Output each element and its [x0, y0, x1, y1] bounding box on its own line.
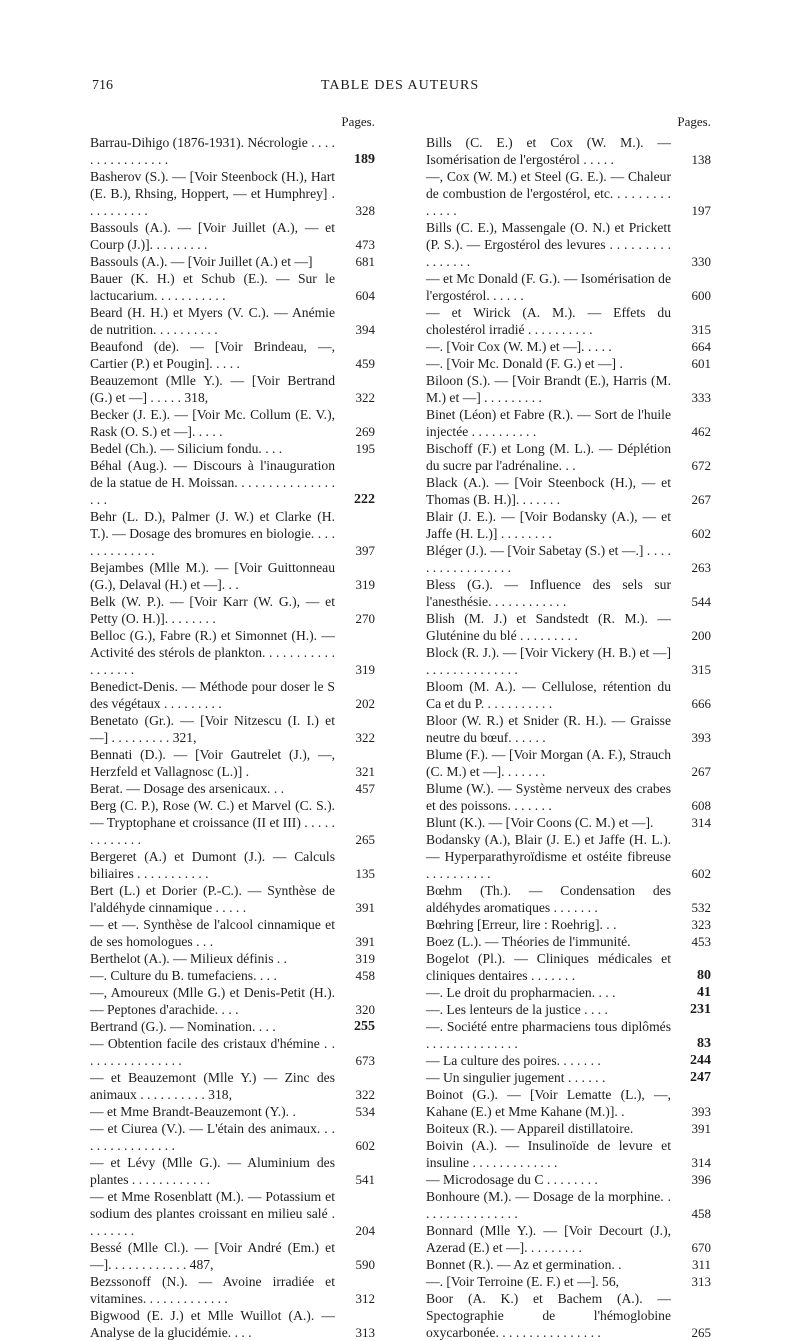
entry-text: — et Wirick (A. M.). — Effets du cholestérol irradié . . . . . . . . . .	[426, 305, 671, 337]
entry-text: Behr (L. D.), Palmer (J. W.) et Clarke (H. T.). — Dosage des bromures en biologie. . . . . . . . . . . . . .	[90, 509, 335, 558]
entry-text: — et Lévy (Mlle G.). — Aluminium des plantes . . . . . . . . . . . .	[90, 1155, 335, 1187]
index-entry	[426, 984, 711, 1001]
entry-page-reference: 391	[355, 900, 375, 915]
index-entry	[426, 576, 711, 610]
index-entry	[426, 712, 711, 746]
entry-page-reference: 544	[691, 594, 711, 609]
entry-text: Bless (G.). — Influence des sels sur l'anesthésie. . . . . . . . . . . .	[426, 577, 671, 609]
entry-page-reference: 473	[355, 237, 375, 252]
index-entry	[90, 168, 375, 219]
entry-text: Bœhm (Th.). — Condensation des aldéhydes aromatiques . . . . . . .	[426, 883, 671, 915]
index-entry	[90, 508, 375, 559]
entry-page-reference: 604	[355, 288, 375, 303]
entry-page-reference: 600	[691, 288, 711, 303]
entry-page-reference: 322	[355, 1087, 375, 1102]
entry-text: Beard (H. H.) et Myers (V. C.). — Anémie de nutrition. . . . . . . . . .	[90, 305, 335, 337]
index-entry	[90, 1018, 375, 1035]
entry-page-reference: 322	[355, 390, 375, 405]
entry-text: Belloc (G.), Fabre (R.) et Simonnet (H.). — Activité des stérols de plankton. . . . . . . . . . . . . . . . . .	[90, 628, 335, 677]
entry-page-reference: 330	[691, 254, 711, 269]
entry-text: Blair (J. E.). — [Voir Bodansky (A.), — et Jaffe (H. L.)] . . . . . . . .	[426, 509, 671, 541]
entry-page-reference: 315	[691, 322, 711, 337]
index-entry	[426, 355, 711, 372]
index-entry	[90, 219, 375, 253]
index-entry	[426, 1222, 711, 1256]
index-entry	[426, 1069, 711, 1086]
entry-page-reference: 244	[690, 1053, 711, 1068]
entry-text: Benedict-Denis. — Méthode pour doser le S des végétaux . . . . . . . . .	[90, 679, 335, 711]
entry-text: —. [Voir Mc. Donald (F. G.) et —] .	[426, 356, 623, 371]
index-entry	[426, 933, 711, 950]
left-entry-list	[90, 134, 375, 1341]
entry-text: Belk (W. P.). — [Voir Karr (W. G.), — et Petty (O. H.)]. . . . . . . .	[90, 594, 335, 626]
entry-page-reference: 267	[691, 764, 711, 779]
entry-page-reference: 393	[691, 730, 711, 745]
index-entry	[426, 814, 711, 831]
entry-text: Black (A.). — [Voir Steenbock (H.), — et Thomas (B. H.)]. . . . . . .	[426, 475, 671, 507]
index-entry	[90, 1120, 375, 1154]
index-entry	[90, 1307, 375, 1341]
index-entry	[426, 134, 711, 168]
entry-page-reference: 314	[691, 815, 711, 830]
entry-text: Bischoff (F.) et Long (M. L.). — Déplétion du sucre par l'adrénaline. . .	[426, 441, 671, 473]
pages-heading-label: Pages.	[341, 114, 375, 129]
entry-text: Béhal (Aug.). — Discours à l'inauguration de la statue de H. Moissan. . . . . . . . . . . . . . . . . .	[90, 458, 335, 507]
entry-text: Boez (L.). — Théories de l'immunité.	[426, 934, 631, 949]
pages-heading-label: Pages.	[677, 114, 711, 129]
entry-page-reference: 312	[355, 1291, 375, 1306]
entry-page-reference: 255	[354, 1019, 375, 1034]
entry-page-reference: 459	[355, 356, 375, 371]
entry-text: Berthelot (A.). — Milieux définis . .	[90, 951, 288, 966]
index-entry	[426, 1290, 711, 1341]
entry-text: Berg (C. P.), Rose (W. C.) et Marvel (C. S.). — Tryptophane et croissance (II et III) . . . . . . . . . . . . .	[90, 798, 335, 847]
entry-text: — et Mme Rosenblatt (M.). — Potassium et sodium des plantes croissant en milieu salé . . . . . . . .	[90, 1189, 335, 1238]
entry-text: Bonnet (R.). — Az et germination. .	[426, 1257, 622, 1272]
entry-page-reference: 314	[691, 1155, 711, 1170]
entry-page-reference: 328	[355, 203, 375, 218]
index-entry	[90, 746, 375, 780]
index-entry	[90, 593, 375, 627]
entry-page-reference: 602	[355, 1138, 375, 1153]
entry-text: Blunt (K.). — [Voir Coons (C. M.) et —].	[426, 815, 654, 830]
index-entry	[426, 950, 711, 984]
entry-text: —. [Voir Cox (W. M.) et —]. . . . .	[426, 339, 612, 354]
entry-text: Bills (C. E.), Massengale (O. N.) et Prickett (P. S.). — Ergostérol des levures . . . . . . . . . . . . . . . .	[426, 220, 671, 269]
entry-text: —, Cox (W. M.) et Steel (G. E.). — Chaleur de combustion de l'ergostérol, etc. . . . . . . . . . . . . .	[426, 169, 671, 218]
entry-page-reference: 231	[690, 1002, 711, 1017]
entry-page-reference: 41	[697, 985, 711, 1000]
entry-text: Bills (C. E.) et Cox (W. M.). — Isomérisation de l'ergostérol . . . . .	[426, 135, 671, 167]
index-entry	[90, 253, 375, 270]
index-entry	[426, 542, 711, 576]
entry-page-reference: 608	[691, 798, 711, 813]
index-entry	[426, 1120, 711, 1137]
entry-text: Barrau-Dihigo (1876-1931). Nécrologie . . . . . . . . . . . . . . . .	[90, 135, 335, 167]
entry-page-reference: 267	[691, 492, 711, 507]
index-entry	[90, 304, 375, 338]
entry-text: Bassouls (A.). — [Voir Juillet (A.) et —]	[90, 254, 313, 269]
entry-page-reference: 673	[355, 1053, 375, 1068]
index-entry	[426, 1086, 711, 1120]
index-entry	[426, 270, 711, 304]
index-entry	[90, 406, 375, 440]
entry-text: Bedel (Ch.). — Silicium fondu. . . .	[90, 441, 283, 456]
entry-page-reference: 313	[355, 1325, 375, 1340]
index-entry	[426, 1273, 711, 1290]
entry-page-reference: 195	[355, 441, 375, 456]
entry-text: Becker (J. E.). — [Voir Mc. Collum (E. V.), Rask (O. S.) et —]. . . . .	[90, 407, 335, 439]
entry-page-reference: 453	[691, 934, 711, 949]
index-entry	[90, 967, 375, 984]
index-entry	[426, 338, 711, 355]
entry-page-reference: 313	[691, 1274, 711, 1289]
entry-text: —. [Voir Terroine (E. F.) et —]. 56,	[426, 1274, 620, 1289]
entry-text: —, Amoureux (Mlle G.) et Denis-Petit (H.). — Peptones d'arachide. . . .	[90, 985, 335, 1017]
index-entry	[90, 984, 375, 1018]
entry-page-reference: 462	[691, 424, 711, 439]
entry-page-reference: 541	[355, 1172, 375, 1187]
index-entry	[90, 1103, 375, 1120]
entry-page-reference: 138	[691, 152, 711, 167]
entry-text: Basherov (S.). — [Voir Steenbock (H.), Hart (E. B.), Rhsing, Hoppert, — et Humphrey] . . . . . . . . . .	[90, 169, 335, 218]
entry-text: — Un singulier jugement . . . . . .	[426, 1070, 606, 1085]
entry-page-reference: 80	[697, 968, 711, 983]
entry-page-reference: 319	[355, 662, 375, 677]
entry-text: Bergeret (A.) et Dumont (J.). — Calculs biliaires . . . . . . . . . . .	[90, 849, 335, 881]
index-entry	[426, 610, 711, 644]
entry-page-reference: 204	[355, 1223, 375, 1238]
entry-page-reference: 83	[697, 1036, 711, 1051]
entry-text: — et Mme Brandt-Beauzemont (Y.). .	[90, 1104, 296, 1119]
entry-text: — Microdosage du C . . . . . . . .	[426, 1172, 598, 1187]
entry-page-reference: 602	[691, 866, 711, 881]
entry-page-reference: 265	[691, 1325, 711, 1340]
index-entry	[90, 1035, 375, 1069]
entry-text: —. Société entre pharmaciens tous diplômés . . . . . . . . . . . . . .	[426, 1019, 671, 1051]
index-entry	[426, 474, 711, 508]
left-column	[90, 114, 375, 1341]
entry-text: Bertrand (G.). — Nomination. . . .	[90, 1019, 276, 1034]
index-entry	[426, 304, 711, 338]
index-entry	[90, 1239, 375, 1273]
entry-text: Bloor (W. R.) et Snider (R. H.). — Graisse neutre du bœuf. . . . . .	[426, 713, 671, 745]
index-entry	[90, 797, 375, 848]
entry-text: Bauer (K. H.) et Schub (E.). — Sur le lactucarium. . . . . . . . . . .	[90, 271, 335, 303]
entry-page-reference: 397	[355, 543, 375, 558]
index-entry	[90, 950, 375, 967]
entry-text: Bœhring [Erreur, lire : Roehrig]. . .	[426, 917, 617, 932]
index-entry	[426, 440, 711, 474]
entry-page-reference: 202	[355, 696, 375, 711]
pages-heading-left	[90, 114, 375, 130]
index-entry	[90, 882, 375, 916]
entry-text: Bennati (D.). — [Voir Gautrelet (J.), —, Herzfeld et Vallagnosc (L.)] .	[90, 747, 335, 779]
entry-page-reference: 197	[691, 203, 711, 218]
index-entry	[90, 270, 375, 304]
entry-text: Boinot (G.). — [Voir Lematte (L.), —, Kahane (E.) et Mme Kahane (M.)]. .	[426, 1087, 671, 1119]
entry-page-reference: 135	[355, 866, 375, 881]
index-entry	[426, 1256, 711, 1273]
entry-page-reference: 458	[691, 1206, 711, 1221]
index-entry	[426, 1137, 711, 1171]
index-entry	[426, 1052, 711, 1069]
index-entry	[426, 372, 711, 406]
entry-text: Bezssonoff (N.). — Avoine irradiée et vitamines. . . . . . . . . . . . .	[90, 1274, 335, 1306]
index-entry	[90, 440, 375, 457]
entry-page-reference: 315	[691, 662, 711, 677]
index-entry	[90, 1188, 375, 1239]
entry-page-reference: 601	[691, 356, 711, 371]
index-entry	[90, 780, 375, 797]
entry-page-reference: 394	[355, 322, 375, 337]
entry-page-reference: 396	[691, 1172, 711, 1187]
index-entry	[426, 1171, 711, 1188]
entry-text: Bert (L.) et Dorier (P.-C.). — Synthèse de l'aldéhyde cinnamique . . . . .	[90, 883, 335, 915]
entry-text: — et Ciurea (V.). — L'étain des animaux. . . . . . . . . . . . . . . .	[90, 1121, 335, 1153]
entry-text: Bléger (J.). — [Voir Sabetay (S.) et —.] . . . . . . . . . . . . . . . . .	[426, 543, 671, 575]
index-entry	[90, 372, 375, 406]
index-entry	[426, 644, 711, 678]
index-entry	[426, 678, 711, 712]
entry-page-reference: 602	[691, 526, 711, 541]
entry-text: Blume (W.). — Système nerveux des crabes et des poissons. . . . . . .	[426, 781, 671, 813]
entry-page-reference: 532	[691, 900, 711, 915]
entry-page-reference: 322	[355, 730, 375, 745]
entry-text: Bigwood (E. J.) et Mlle Wuillot (A.). — Analyse de la glucidémie. . . .	[90, 1308, 335, 1340]
index-entry	[90, 712, 375, 746]
index-entry	[426, 219, 711, 270]
entry-text: Binet (Léon) et Fabre (R.). — Sort de l'huile injectée . . . . . . . . . .	[426, 407, 671, 439]
entry-page-reference: 670	[691, 1240, 711, 1255]
entry-text: Bonnard (Mlle Y.). — [Voir Decourt (J.), Azerad (E.) et —]. . . . . . . . .	[426, 1223, 671, 1255]
entry-page-reference: 319	[355, 577, 375, 592]
right-entry-list	[426, 134, 711, 1341]
entry-text: Block (R. J.). — [Voir Vickery (H. B.) et —] . . . . . . . . . . . . . .	[426, 645, 671, 677]
entry-text: Beaufond (de). — [Voir Brindeau, —, Cartier (P.) et Pougin]. . . . .	[90, 339, 335, 371]
index-entry	[90, 338, 375, 372]
entry-page-reference: 391	[691, 1121, 711, 1136]
entry-text: Boiteux (R.). — Appareil distillatoire.	[426, 1121, 634, 1136]
entry-page-reference: 666	[691, 696, 711, 711]
entry-page-reference: 393	[691, 1104, 711, 1119]
entry-page-reference: 320	[355, 1002, 375, 1017]
entry-text: Bloom (M. A.). — Cellulose, rétention du Ca et du P. . . . . . . . . . .	[426, 679, 671, 711]
entry-text: —. Les lenteurs de la justice . . . .	[426, 1002, 608, 1017]
entry-page-reference: 323	[691, 917, 711, 932]
running-title: TABLE DES AUTEURS	[320, 78, 480, 93]
entry-text: Bogelot (Pl.). — Cliniques médicales et cliniques dentaires . . . . . . .	[426, 951, 671, 983]
entry-text: Benetato (Gr.). — [Voir Nitzescu (I. I.) et —] . . . . . . . . . 321,	[90, 713, 335, 745]
pages-heading-right	[426, 114, 711, 130]
entry-text: Biloon (S.). — [Voir Brandt (E.), Harris (M. M.) et —] . . . . . . . . .	[426, 373, 671, 405]
entry-text: Beauzemont (Mlle Y.). — [Voir Bertrand (G.) et —] . . . . . 318,	[90, 373, 335, 405]
entry-page-reference: 664	[691, 339, 711, 354]
entry-text: — et Beauzemont (Mlle Y.) — Zinc des animaux . . . . . . . . . . 318,	[90, 1070, 335, 1102]
index-entry	[90, 559, 375, 593]
index-entry	[90, 1069, 375, 1103]
index-entry	[90, 1273, 375, 1307]
index-entry	[426, 168, 711, 219]
entry-page-reference: 458	[355, 968, 375, 983]
entry-text: —. Culture du B. tumefaciens. . . .	[90, 968, 277, 983]
entry-text: Bassouls (A.). — [Voir Juillet (A.), — et Courp (J.)]. . . . . . . . .	[90, 220, 335, 252]
entry-text: Bodansky (A.), Blair (J. E.) et Jaffe (H. L.). — Hyperparathyroïdisme et ostéite fibreuse . . . . . . . . . .	[426, 832, 671, 881]
entry-page-reference: 457	[355, 781, 375, 796]
index-entry	[426, 916, 711, 933]
entry-text: Bonhoure (M.). — Dosage de la morphine. . . . . . . . . . . . . . . .	[426, 1189, 671, 1221]
index-entry	[426, 1018, 711, 1052]
entry-page-reference: 681	[355, 254, 375, 269]
index-entry	[426, 1188, 711, 1222]
entry-page-reference: 333	[691, 390, 711, 405]
entry-page-reference: 189	[354, 152, 375, 167]
entry-page-reference: 319	[355, 951, 375, 966]
index-entry	[90, 678, 375, 712]
entry-page-reference: 200	[691, 628, 711, 643]
entry-text: — et —. Synthèse de l'alcool cinnamique et de ses homologues . . .	[90, 917, 335, 949]
index-entry	[90, 627, 375, 678]
entry-page-reference: 391	[355, 934, 375, 949]
index-entry	[426, 746, 711, 780]
index-entry	[426, 882, 711, 916]
index-entry	[90, 457, 375, 508]
entry-page-reference: 247	[690, 1070, 711, 1085]
entry-text: — La culture des poires. . . . . . .	[426, 1053, 601, 1068]
index-entry	[426, 1001, 711, 1018]
entry-text: Bejambes (Mlle M.). — [Voir Guittonneau (G.), Delaval (H.) et —]. . .	[90, 560, 335, 592]
page-number: 716	[92, 78, 113, 93]
entry-text: Berat. — Dosage des arsenicaux. . .	[90, 781, 285, 796]
index-entry	[90, 916, 375, 950]
entry-page-reference: 265	[355, 832, 375, 847]
entry-text: — et Mc Donald (F. G.). — Isomérisation de l'ergostérol. . . . . .	[426, 271, 671, 303]
entry-text: Boor (A. K.) et Bachem (A.). — Spectographie de l'hémoglobine oxycarbonée. . . . . . . . . . . . . . . .	[426, 1291, 671, 1340]
right-column	[426, 114, 711, 1341]
entry-text: — Obtention facile des cristaux d'hémine . . . . . . . . . . . . . . . .	[90, 1036, 335, 1068]
entry-page-reference: 534	[355, 1104, 375, 1119]
entry-page-reference: 222	[354, 492, 375, 507]
entry-text: Blume (F.). — [Voir Morgan (A. F.), Strauch (C. M.) et —]. . . . . . .	[426, 747, 671, 779]
entry-page-reference: 672	[691, 458, 711, 473]
index-entry	[90, 1154, 375, 1188]
entry-text: —. Le droit du propharmacien. . . .	[426, 985, 616, 1000]
entry-page-reference: 263	[691, 560, 711, 575]
index-entry	[90, 134, 375, 168]
entry-page-reference: 311	[691, 1257, 711, 1272]
index-entry	[426, 831, 711, 882]
entry-text: Blish (M. J.) et Sandstedt (R. M.). — Gluténine du blé . . . . . . . . .	[426, 611, 671, 643]
index-entry	[426, 406, 711, 440]
entry-text: Bessé (Mlle Cl.). — [Voir André (Em.) et —]. . . . . . . . . . . . 487,	[90, 1240, 335, 1272]
entry-page-reference: 321	[355, 764, 375, 779]
entry-text: Boivin (A.). — Insulinoïde de levure et insuline . . . . . . . . . . . . .	[426, 1138, 671, 1170]
index-entry	[426, 508, 711, 542]
index-entry	[90, 848, 375, 882]
entry-page-reference: 269	[355, 424, 375, 439]
index-entry	[426, 780, 711, 814]
entry-page-reference: 270	[355, 611, 375, 626]
entry-page-reference: 590	[355, 1257, 375, 1272]
